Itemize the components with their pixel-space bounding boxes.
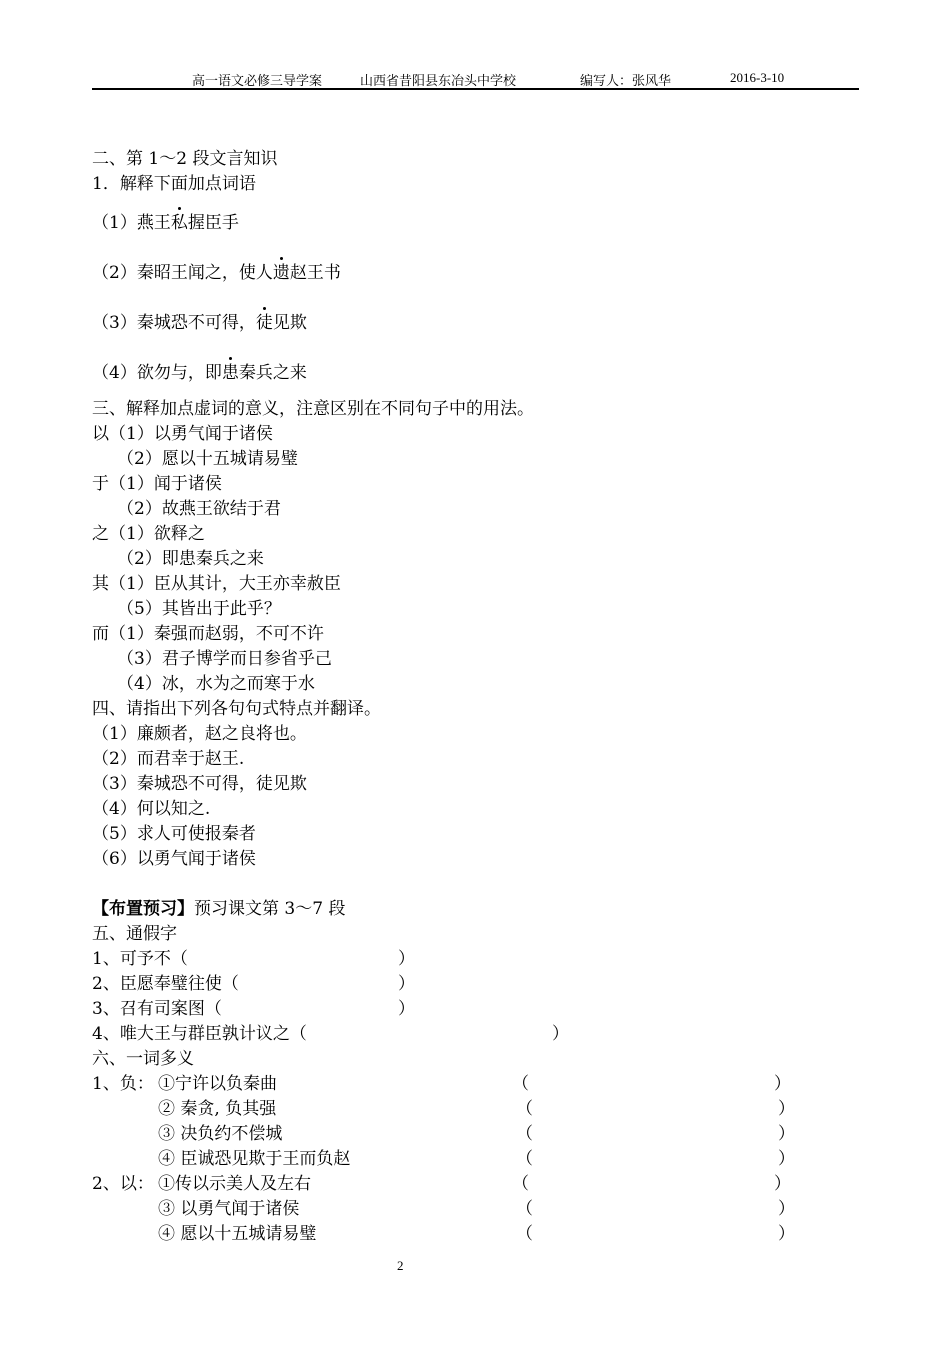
close-paren: ） [398,949,415,969]
close-paren: ） [552,1024,569,1044]
open-paren: （ [512,1174,529,1194]
word-item: （1）燕王私握臣手 [92,213,239,233]
section3-line: （3）君子博学而日参省乎己 [117,649,332,669]
dotted-word: 私 [170,213,188,233]
section3-title: 三、解释加点虚词的意义，注意区别在不同句子中的用法。 [92,399,534,419]
dotted-word: 患 [221,363,239,383]
word-item: （3）秦城恐不可得，徒见欺 [92,313,307,333]
header-date: 2016-3-10 [730,70,785,85]
close-paren: ） [398,999,415,1019]
close-paren: ） [398,974,415,994]
page-header [92,70,859,90]
polysemy-word: 1、负： [92,1074,154,1094]
close-paren: ） [778,1224,795,1244]
close-paren: ） [774,1074,791,1094]
section6-title: 六、一词多义 [92,1049,194,1069]
close-paren: ） [778,1199,795,1219]
polysemy-item: ③ 以勇气闻于诸侯 [158,1199,300,1219]
polysemy-item: ①传以示美人及左右 [158,1174,311,1194]
section4-line: （1）廉颇者，赵之良将也。 [92,724,307,744]
polysemy-item: ④ 臣诚恐见欺于王而负赵 [158,1149,351,1169]
polysemy-item: ④ 愿以十五城请易璧 [158,1224,317,1244]
open-paren: （ [516,1124,533,1144]
polysemy-item: ①宁许以负秦曲 [158,1074,277,1094]
section5-line: 3、召有司案图（ [92,999,222,1019]
dotted-word: 遗 [272,263,290,283]
section3-line: 以（1）以勇气闻于诸侯 [92,424,273,444]
section3-line: 之（1）欲释之 [92,524,205,544]
section4-line: （6）以勇气闻于诸侯 [92,849,256,869]
open-paren: （ [512,1074,529,1094]
section5-title: 五、通假字 [92,924,177,944]
header-author: 编写人：张风华 [580,73,672,88]
section3-line: （2）故燕王欲结于君 [117,499,281,519]
dotted-word: 徒 [255,313,273,333]
section5-line: 2、臣愿奉璧往使（ [92,974,239,994]
section3-line: （2）即患秦兵之来 [117,549,264,569]
section4-line: （3）秦城恐不可得，徒见欺 [92,774,307,794]
section2-question: 1．解释下面加点词语 [92,174,256,194]
preview-text: 预习课文第 3～7 段 [194,899,346,919]
preview-label: 【布置预习】 [92,899,194,919]
close-paren: ） [778,1099,795,1119]
word-item: （2）秦昭王闻之，使人遗赵王书 [92,263,341,283]
header-course: 高一语文必修三导学案 [192,73,323,88]
polysemy-word: 2、以： [92,1174,154,1194]
open-paren: （ [516,1199,533,1219]
section3-line: 而（1）秦强而赵弱，不可不许 [92,624,324,644]
page-number: 2 [397,1258,404,1273]
section4-line: （4）何以知之. [92,799,211,819]
close-paren: ） [774,1174,791,1194]
word-item: （4）欲勿与，即患秦兵之来 [92,363,307,383]
section3-line: 其（1）臣从其计，大王亦幸赦臣 [92,574,341,594]
section3-line: （5）其皆出于此乎？ [117,599,281,619]
close-paren: ） [778,1124,795,1144]
section5-line: 4、唯大王与群臣孰计议之（ [92,1024,307,1044]
open-paren: （ [516,1149,533,1169]
polysemy-item: ③ 决负约不偿城 [158,1124,283,1144]
section4-line: （2）而君幸于赵王. [92,749,245,769]
section3-line: 于（1）闻于诸侯 [92,474,222,494]
preview-line [92,898,345,920]
section3-line: （2）愿以十五城请易璧 [117,449,298,469]
section4-line: （5）求人可使报秦者 [92,824,256,844]
header-school: 山西省昔阳县东冶头中学校 [360,73,517,88]
polysemy-item: ② 秦贪, 负其强 [158,1099,277,1119]
section4-title: 四、请指出下列各句句式特点并翻译。 [92,699,381,719]
section3-line: （4）冰，水为之而寒于水 [117,674,315,694]
section5-line: 1、可予不（ [92,949,188,969]
close-paren: ） [778,1149,795,1169]
open-paren: （ [516,1224,533,1244]
section2-title: 二、第 1～2 段文言知识 [92,149,278,169]
open-paren: （ [516,1099,533,1119]
